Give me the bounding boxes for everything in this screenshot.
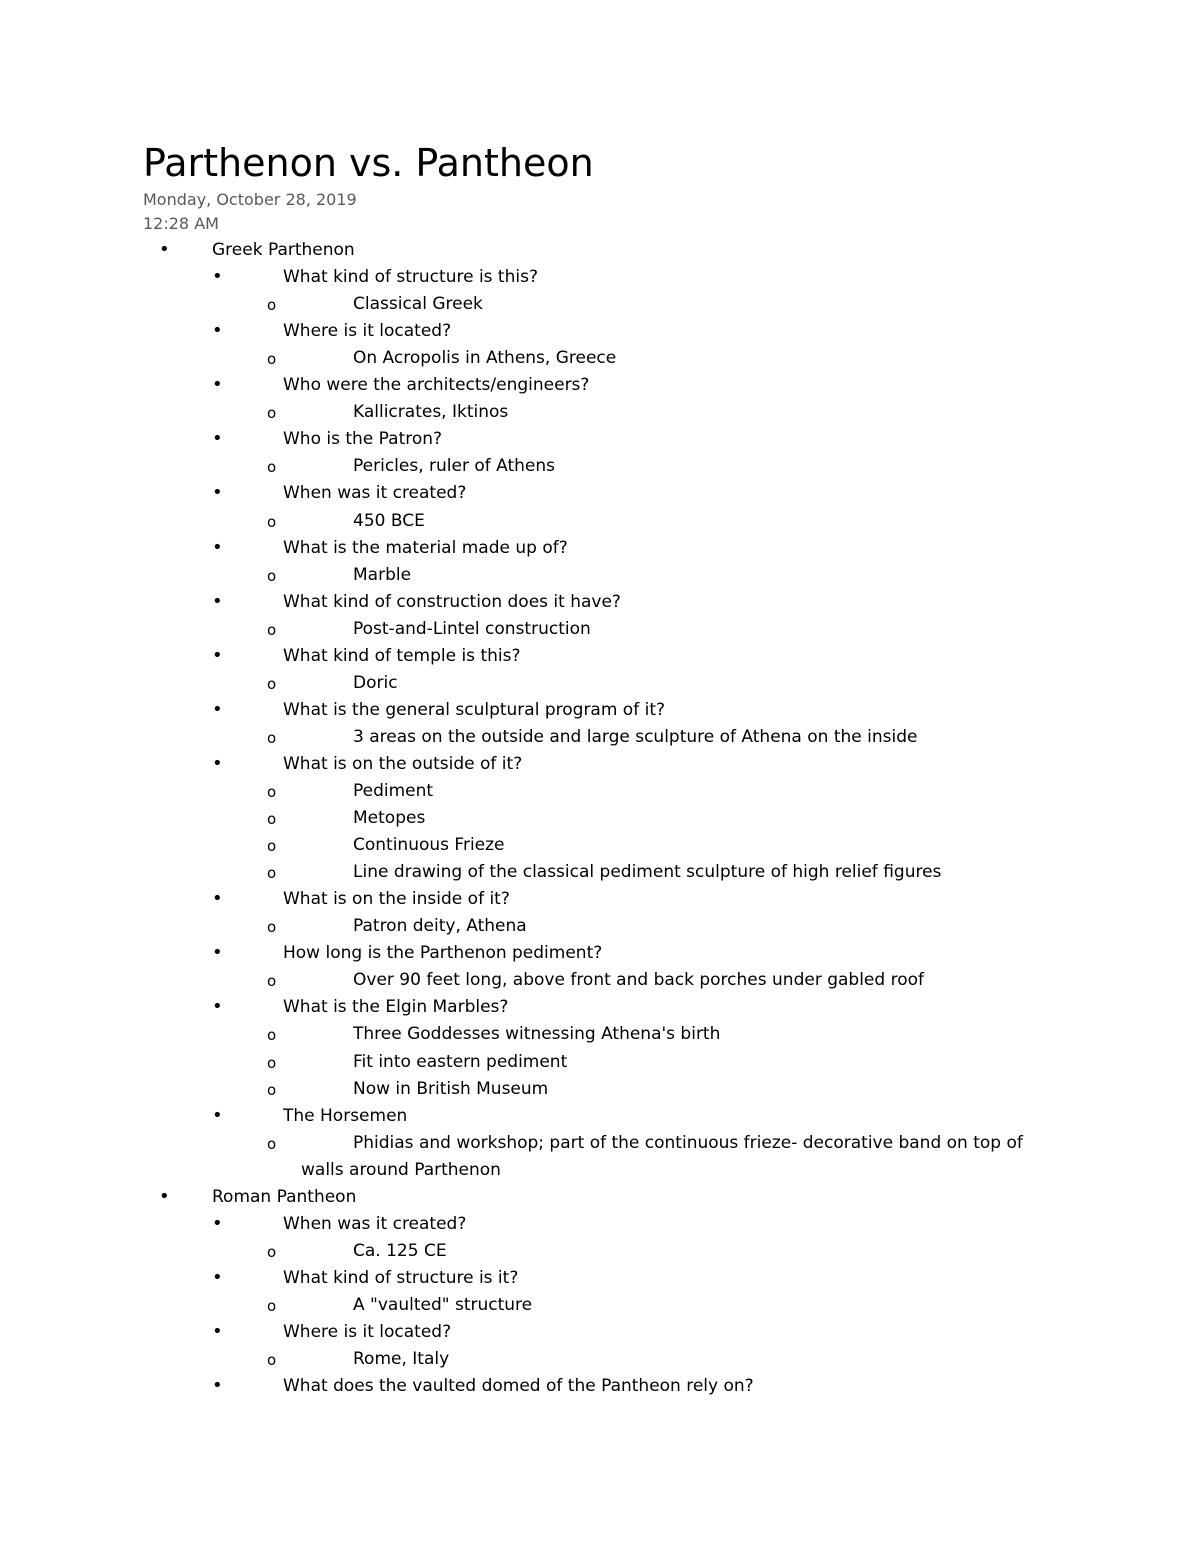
hollow-bullet-icon: o (267, 1242, 277, 1261)
outline-item-text: When was it created? (283, 1213, 467, 1234)
outline-item-text: Continuous Frieze (353, 835, 505, 856)
bullet-icon: • (159, 239, 170, 260)
outline-question (0, 320, 1100, 347)
hollow-bullet-icon: o (267, 918, 277, 937)
outline-answer (0, 1023, 1100, 1050)
outline-item-text: Pediment (353, 781, 434, 801)
outline-item-text: A "vaulted" structure (353, 1294, 533, 1315)
outline-item-text: What does the vaulted domed of the Pantheon rely on? (283, 1376, 754, 1397)
hollow-bullet-icon: o (267, 810, 277, 829)
hollow-bullet-icon: o (267, 404, 277, 423)
hollow-bullet-icon: o (267, 566, 277, 585)
bullet-icon: • (212, 536, 223, 558)
outline-answer (0, 347, 1100, 374)
outline-item-text: How long is the Parthenon pediment? (283, 943, 603, 964)
outline-item-text: Patron deity, Athena (353, 916, 527, 937)
bullet-icon: • (212, 374, 223, 396)
outline-answer (0, 834, 1100, 861)
outline-question (0, 1213, 1100, 1240)
outline-question (0, 537, 1100, 564)
outline-answer (0, 726, 1100, 753)
outline-item-text: What is the material made up of? (283, 537, 568, 558)
outline-item-text: Roman Pantheon (212, 1186, 357, 1207)
outline-item-text: Metopes (353, 808, 426, 829)
outline-item-text: What kind of temple is this? (283, 645, 521, 666)
bullet-icon: • (212, 698, 223, 720)
hollow-bullet-icon: o (267, 864, 277, 883)
bullet-icon: • (212, 1321, 223, 1342)
outline-item-text: Line drawing of the classical pediment sculpture of high relief figures (353, 862, 942, 883)
outline-answer (0, 1132, 1100, 1159)
bullet-icon: • (212, 320, 223, 342)
outline-question (0, 1321, 1100, 1348)
hollow-bullet-icon: o (267, 1080, 277, 1099)
outline-answer (0, 455, 1100, 482)
hollow-bullet-icon: o (267, 1351, 277, 1370)
outline-answer (0, 1078, 1100, 1105)
bullet-icon: • (212, 996, 223, 1018)
outline-answer (0, 807, 1100, 834)
bullet-icon: • (212, 482, 223, 504)
outline-item-text: Fit into eastern pediment (353, 1051, 568, 1072)
outline-item-text: What is the general sculptural program of it? (283, 699, 666, 720)
hollow-bullet-icon: o (267, 458, 277, 477)
outline-question (0, 645, 1100, 672)
outline-answer (0, 672, 1100, 699)
outline-item-text: Where is it located? (283, 321, 452, 342)
outline-item-text: Where is it located? (283, 1322, 452, 1342)
hollow-bullet-icon: o (267, 296, 277, 315)
bullet-icon: • (212, 590, 223, 612)
outline-answer (0, 969, 1100, 996)
hollow-bullet-icon: o (267, 1134, 277, 1153)
outline-question (0, 996, 1100, 1023)
outline-item-text: What kind of structure is this? (283, 267, 538, 288)
page-title: Parthenon vs. Pantheon (143, 141, 594, 185)
bullet-icon: • (159, 1185, 170, 1207)
bullet-icon: • (212, 752, 223, 774)
outline-item-text: What is on the inside of it? (283, 889, 510, 910)
outline-item-text: Phidias and workshop; part of the continuous frieze- decorative band on top of (353, 1132, 1023, 1153)
outline-answer (0, 1051, 1100, 1078)
hollow-bullet-icon: o (267, 674, 277, 693)
outline-question (0, 591, 1100, 618)
outline-question (0, 1375, 1100, 1402)
outline-item-text: The Horsemen (283, 1105, 408, 1126)
outline-section (0, 1186, 1100, 1213)
outline-item-text: Doric (353, 672, 398, 693)
outline-item-text: Rome, Italy (353, 1349, 450, 1370)
outline-answer (0, 915, 1100, 942)
outline-question (0, 1105, 1100, 1132)
bullet-icon: • (212, 888, 223, 910)
outline-answer (0, 564, 1100, 591)
outline-item-text: Who were the architects/engineers? (283, 375, 590, 396)
outline-question (0, 482, 1100, 509)
outline-item-text: Three Goddesses witnessing Athena's birth (353, 1024, 721, 1045)
bullet-icon: • (212, 1104, 223, 1126)
outline-item-text: What kind of structure is it? (283, 1267, 519, 1288)
outline-answer (0, 780, 1100, 807)
outline-item-text: Kallicrates, Iktinos (353, 402, 509, 423)
outline-answer (0, 618, 1100, 645)
outline-item-text: On Acropolis in Athens, Greece (353, 348, 617, 369)
bullet-icon: • (212, 266, 223, 288)
outline-item-text: Post-and-Lintel construction (353, 618, 591, 639)
bullet-icon: • (212, 1212, 223, 1234)
outline-item-text: Pericles, ruler of Athens (353, 456, 555, 477)
hollow-bullet-icon: o (267, 512, 277, 531)
hollow-bullet-icon: o (267, 837, 277, 856)
outline-answer (0, 1240, 1100, 1267)
bullet-icon: • (212, 428, 223, 450)
outline-section (0, 239, 1100, 266)
outline-item-text: Greek Parthenon (212, 240, 355, 260)
hollow-bullet-icon: o (267, 972, 277, 991)
outline-answer (0, 401, 1100, 428)
outline-item-text: Ca. 125 CE (353, 1240, 447, 1261)
outline-answer (0, 510, 1100, 537)
outline-item-text: Who is the Patron? (283, 429, 443, 450)
bullet-icon: • (212, 942, 223, 964)
hollow-bullet-icon: o (267, 620, 277, 639)
outline-answer (0, 1348, 1100, 1375)
outline-answer (0, 293, 1100, 320)
outline-question (0, 1267, 1100, 1294)
outline-item-text: Marble (353, 564, 412, 585)
outline-question (0, 374, 1100, 401)
hollow-bullet-icon: o (267, 783, 277, 801)
outline-answer (0, 861, 1100, 888)
outline-item-text: Classical Greek (353, 294, 483, 315)
outline-question (0, 699, 1100, 726)
outline-question (0, 942, 1100, 969)
outline-question (0, 428, 1100, 455)
outline-question (0, 753, 1100, 780)
outline-item-text: 450 BCE (353, 510, 425, 531)
hollow-bullet-icon: o (267, 728, 277, 747)
bullet-icon: • (212, 1266, 223, 1288)
outline-question (0, 888, 1100, 915)
outline-item-text: When was it created? (283, 483, 467, 504)
outline-item-continuation: walls around Parthenon (301, 1159, 501, 1180)
note-time: 12:28 AM (143, 214, 219, 233)
outline-question (0, 266, 1100, 293)
bullet-icon: • (212, 644, 223, 666)
outline-answer (0, 1294, 1100, 1321)
outline-item-text: Over 90 feet long, above front and back porches under gabled roof (353, 970, 924, 991)
hollow-bullet-icon: o (267, 1026, 277, 1045)
outline-item-text: What is on the outside of it? (283, 753, 523, 774)
hollow-bullet-icon: o (267, 350, 277, 369)
note-date: Monday, October 28, 2019 (143, 190, 357, 209)
bullet-icon: • (212, 1375, 223, 1397)
outline-item-text: What kind of construction does it have? (283, 591, 621, 612)
hollow-bullet-icon: o (267, 1296, 277, 1315)
outline-item-text: Now in British Museum (353, 1078, 549, 1099)
outline-item-text: 3 areas on the outside and large sculpture of Athena on the inside (353, 726, 918, 747)
outline-item-text: What is the Elgin Marbles? (283, 997, 509, 1018)
hollow-bullet-icon: o (267, 1053, 277, 1072)
